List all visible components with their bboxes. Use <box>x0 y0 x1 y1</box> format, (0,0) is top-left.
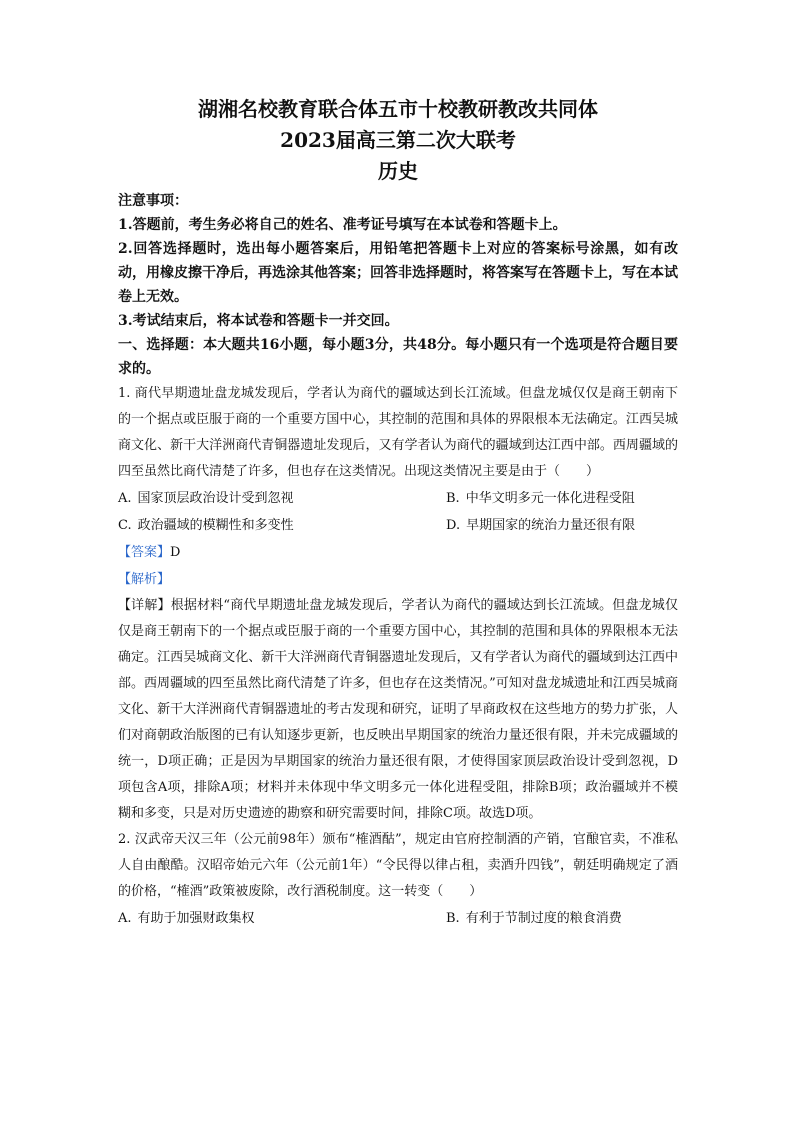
question-stem: 2. 汉武帝天汉三年（公元前98年）颁布“榷酒酤”，规定由官府控制酒的产销，官酿官卖，不准私人自由酿酷。汉昭帝始元六年（公元前1年）“令民得以律占租，卖酒升四钱”，朝廷明确规定了酒的价格，“榷酒”政策被废除，改行酒税制度。这一转变（ ） <box>118 832 678 899</box>
question-options <box>118 485 678 539</box>
section-heading: 一、选择题：本大题共16小题，每小题3分，共48分。每小题只有一个选项是符合题目要求的。 <box>118 337 678 377</box>
notice-heading: 注意事项： <box>118 193 188 209</box>
option-a: A. 有助于加强财政集权 <box>118 911 255 926</box>
question-options <box>118 905 678 932</box>
answer-value: D <box>170 545 181 560</box>
option-c: C. 政治疆域的模糊性和多变性 <box>118 518 294 533</box>
exam-title-line2: 2023届高三第二次大联考 <box>280 128 516 152</box>
notice-item-1: 1.答题前，考生务必将自己的姓名、准考证号填写在本试卷和答题卡上。 <box>118 217 567 233</box>
notice-item-2: 2.回答选择题时，选出每小题答案后，用铅笔把答题卡上对应的答案标号涂黑，如有改动，用橡皮擦干净后，再选涂其他答案；回答非选择题时，将答案写在答题卡上，写在本试卷上无效。 <box>118 241 678 305</box>
option-a: A. 国家顶层政治设计受到忽视 <box>118 491 294 506</box>
detail-tag: 【详解】 <box>118 598 171 613</box>
exam-subject: 历史 <box>378 159 418 183</box>
question-2 <box>118 827 678 932</box>
option-d: D. 早期国家的统治力量还很有限 <box>446 518 636 533</box>
analysis-tag: 【解析】 <box>118 572 171 587</box>
question-stem: 1. 商代早期遗址盘龙城发现后，学者认为商代的疆域达到长江流域。但盘龙城仅仅是商王朝南下的一个据点或臣服于商的一个重要方国中心，其控制的范围和具体的界限根本无法确定。江西吴城商文化、新干大洋洲商代青铜器遗址发现后，又有学者认为商代的疆域到达江西中部。西周疆域的四至虽然比商代清楚了许多，但也存在这类情况。出现这类情况主要是由于（ ） <box>118 386 678 479</box>
exam-page <box>118 92 678 932</box>
detail-text: 根据材料“商代早期遗址盘龙城发现后，学者认为商代的疆域达到长江流域。但盘龙城仅仅是商王朝南下的一个据点或臣服于商的一个重要方国中心，其控制的范围和具体的界限根本无法确定。江西吴城商文化、新干大洋洲商代青铜器遗址发现后，又有学者认为商代的疆域到达江西中部。西周疆域的四至虽然比商代清楚了许多，但也存在这类情况。”可知对盘龙城遗址和江西吴城商文化、新干大洋洲商代青铜器遗址的考古发现和研究，证明了早商政权在这些地方的势力扩张，人们对商朝政治版图的已有认知逐步更新，也反映出早期国家的统治力量还很有限，并未完成疆域的统一，D项正确；正是因为早期国家的统治力量还很有限，才使得国家顶层政治设计受到忽视，D项包含A项，排除A项；材料并未体现中华文明多元一体化进程受阻，排除B项；政治疆域并不模糊和多变，只是对历史遗迹的勘察和研究需要时间，排除C项。故选D项。 <box>118 598 678 821</box>
analysis-line <box>118 566 678 593</box>
answer-line <box>118 539 678 566</box>
detail-paragraph <box>118 593 678 827</box>
question-1 <box>118 381 678 827</box>
notice-item-3: 3.考试结束后，将本试卷和答题卡一并交回。 <box>118 313 399 329</box>
option-b: B. 中华文明多元一体化进程受阻 <box>446 491 635 506</box>
option-b: B. 有利于节制过度的粮食消费 <box>446 911 622 926</box>
answer-tag: 【答案】 <box>118 545 171 560</box>
exam-title-line1: 湖湘名校教育联合体五市十校教研教改共同体 <box>198 97 598 121</box>
